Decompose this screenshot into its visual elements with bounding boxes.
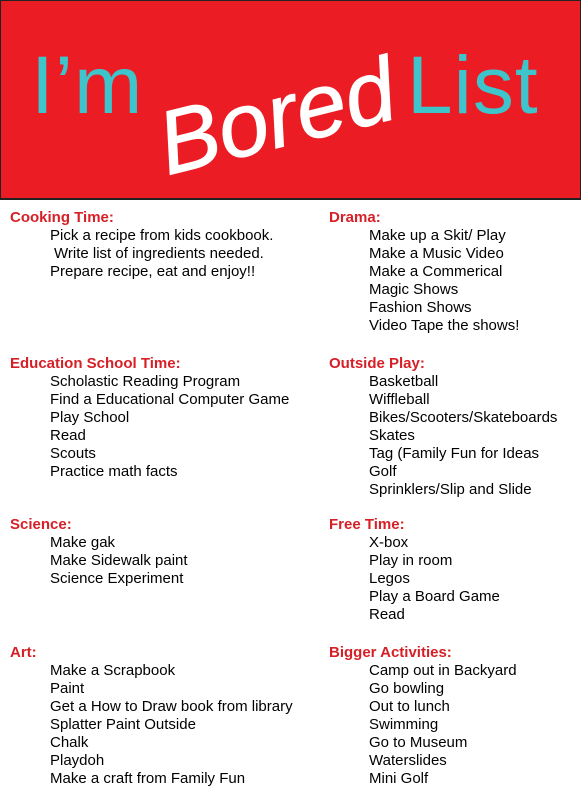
list-item: Read [50, 427, 86, 444]
section-items [329, 534, 500, 624]
list-item: Skates [369, 427, 415, 444]
list-item: Make a Commerical [369, 263, 503, 280]
title-bored-logo [138, 27, 418, 197]
list-item: Go bowling [369, 680, 445, 697]
list-item: Wiffleball [369, 391, 430, 408]
section-education-school-time [10, 355, 289, 481]
section-items [10, 373, 289, 481]
list-item: Basketball [369, 373, 439, 390]
section-title: Outside Play: [329, 355, 425, 372]
list-item: Fashion Shows [369, 299, 472, 316]
list-item: Mini Golf [369, 770, 429, 787]
section-title: Art: [10, 644, 37, 661]
section-items [329, 227, 519, 335]
list-item: Bikes/Scooters/Skateboards [369, 409, 558, 426]
list-item: Make up a Skit/ Play [369, 227, 506, 244]
list-item: Write list of ingredients needed. [54, 245, 264, 262]
section-science [10, 516, 188, 588]
list-item: Make a Scrapbook [50, 662, 176, 679]
section-items [329, 373, 557, 499]
list-item: Sprinklers/Slip and Slide [369, 481, 532, 498]
activity-sections [10, 209, 575, 794]
list-item: Prepare recipe, eat and enjoy!! [50, 263, 256, 280]
list-item: Camp out in Backyard [369, 662, 517, 679]
section-items [10, 662, 293, 788]
list-item: Read [369, 606, 405, 623]
section-drama [329, 209, 519, 335]
section-items [329, 662, 517, 788]
list-item: Make a craft from Family Fun [50, 770, 246, 787]
list-item: Practice math facts [50, 463, 178, 480]
list-item: Make Sidewalk paint [50, 552, 188, 569]
list-item: Get a How to Draw book from library [50, 698, 293, 715]
list-item: Go to Museum [369, 734, 468, 751]
list-item: Science Experiment [50, 570, 184, 587]
list-item: Scouts [50, 445, 96, 462]
list-item: Make gak [50, 534, 116, 551]
title-bored-text: Bored [148, 39, 406, 195]
title-list: List [407, 40, 539, 131]
list-item: Legos [369, 570, 410, 587]
section-outside-play [329, 355, 557, 499]
section-title: Cooking Time: [10, 209, 114, 226]
section-free-time [329, 516, 500, 624]
section-title: Science: [10, 516, 72, 533]
list-item: Swimming [369, 716, 439, 733]
section-bigger-activities [329, 644, 517, 788]
list-item: Playdoh [50, 752, 105, 769]
list-item: Play School [50, 409, 130, 426]
list-item: Splatter Paint Outside [50, 716, 196, 733]
list-item: Out to lunch [369, 698, 450, 715]
list-item: Video Tape the shows! [369, 317, 520, 334]
list-item: Play a Board Game [369, 588, 500, 605]
list-item: Pick a recipe from kids cookbook. [50, 227, 274, 244]
list-item: Waterslides [369, 752, 447, 769]
title-im: I’m [31, 40, 144, 131]
section-title: Education School Time: [10, 355, 181, 372]
section-items [10, 227, 273, 281]
list-item: Play in room [369, 552, 453, 569]
list-item: Chalk [50, 734, 89, 751]
section-title: Bigger Activities: [329, 644, 452, 661]
section-items [10, 534, 188, 588]
list-item: Tag (Family Fun for Ideas [369, 445, 540, 462]
list-item: Magic Shows [369, 281, 459, 298]
list-item: Paint [50, 680, 85, 697]
header-banner [0, 0, 581, 200]
section-cooking-time [10, 209, 273, 281]
section-title: Free Time: [329, 516, 405, 533]
list-item: X-box [369, 534, 409, 551]
list-item: Scholastic Reading Program [50, 373, 241, 390]
section-art [10, 644, 293, 788]
section-title: Drama: [329, 209, 381, 226]
list-item: Golf [369, 463, 397, 480]
list-item: Make a Music Video [369, 245, 504, 262]
list-item: Find a Educational Computer Game [50, 391, 290, 408]
